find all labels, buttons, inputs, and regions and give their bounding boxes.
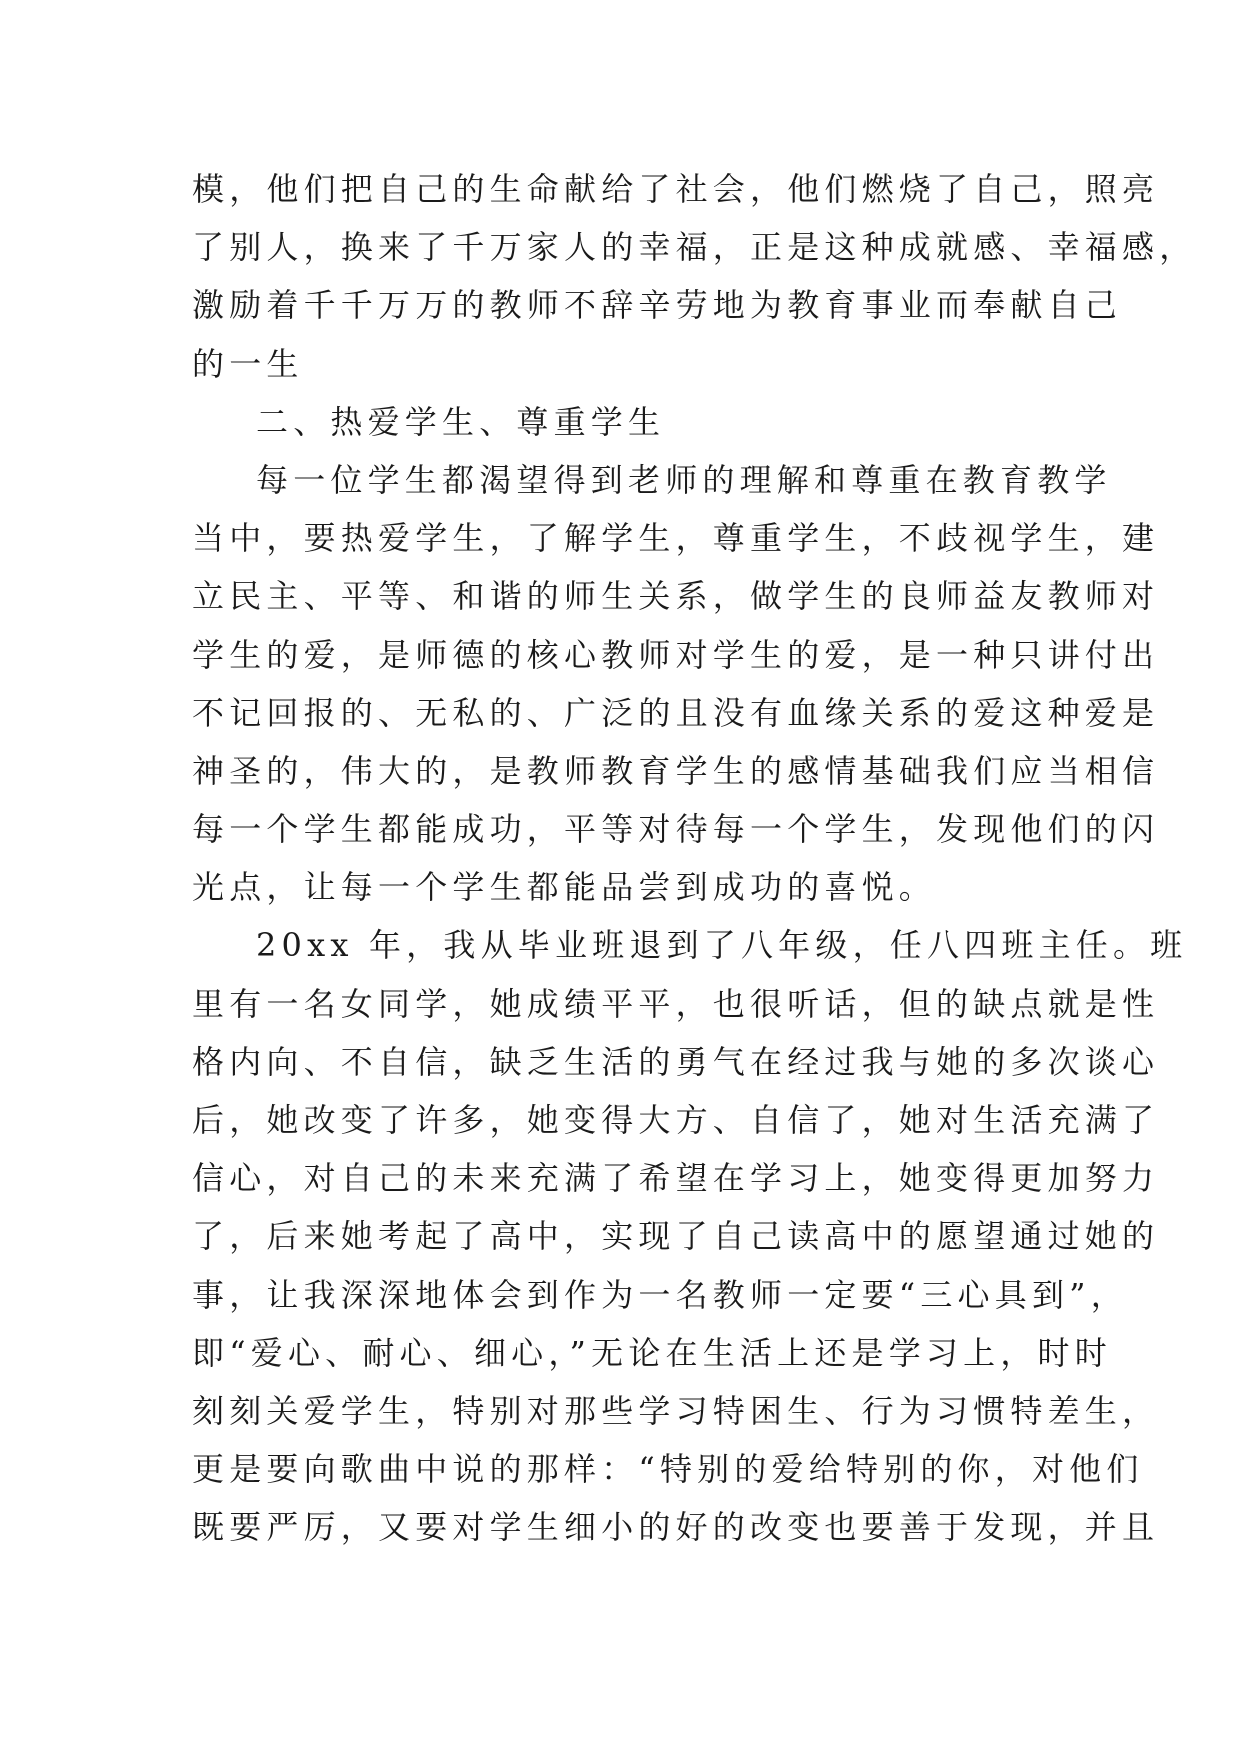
text-line: 光点，让每一个学生都能品尝到成功的喜悦。 bbox=[192, 868, 937, 907]
text-line: 了别人，换来了千万家人的幸福，正是这种成就感、幸福感， bbox=[192, 228, 1197, 267]
text-line: 了，后来她考起了高中，实现了自己读高中的愿望通过她的 bbox=[192, 1217, 1160, 1256]
text-line: 事，让我深深地体会到作为一名教师一定要“三心具到”， bbox=[192, 1275, 1128, 1314]
text-line: 学生的爱，是师德的核心教师对学生的爱，是一种只讲付出 bbox=[192, 635, 1160, 674]
text-line: 每一个学生都能成功，平等对待每一个学生，发现他们的闪 bbox=[192, 810, 1160, 849]
text-line: 不记回报的、无私的、广泛的且没有血缘关系的爱这种爱是 bbox=[192, 693, 1160, 732]
text-line: 当中，要热爱学生，了解学生，尊重学生，不歧视学生，建 bbox=[192, 519, 1160, 558]
text-line: 后，她改变了许多，她变得大方、自信了，她对生活充满了 bbox=[192, 1101, 1160, 1139]
text-line: 里有一名女同学，她成绩平平，也很听话，但的缺点就是性 bbox=[192, 984, 1160, 1023]
text-line: 激励着千千万万的教师不辞辛劳地为教育事业而奉献自己 bbox=[192, 286, 1123, 325]
text-line: 更是要向歌曲中说的那样：“特别的爱给特别的你，对他们 bbox=[192, 1450, 1144, 1489]
text-line: 既要严厉，又要对学生细小的好的改变也要善于发现，并且 bbox=[192, 1508, 1160, 1547]
text-line: 格内向、不自信，缺乏生活的勇气在经过我与她的多次谈心 bbox=[192, 1042, 1160, 1081]
text-line: 信心，对自己的未来充满了希望在学习上，她变得更加努力 bbox=[192, 1159, 1160, 1198]
text-line: 神圣的，伟大的，是教师教育学生的感情基础我们应当相信 bbox=[192, 751, 1160, 790]
text-line: 模，他们把自己的生命献给了社会，他们燃烧了自己，照亮 bbox=[192, 170, 1160, 208]
text-line: 每一位学生都渴望得到老师的理解和尊重在教育教学 bbox=[256, 460, 1112, 499]
text-line: 立民主、平等、和谐的师生关系，做学生的良师益友教师对 bbox=[192, 577, 1160, 616]
body-text bbox=[192, 160, 1197, 1557]
text-line: 刻刻关爱学生，特别对那些学习特困生、行为习惯特差生， bbox=[192, 1391, 1160, 1430]
text-line: 20xx 年，我从毕业班退到了八年级，任八四班主任。班 bbox=[256, 926, 1188, 965]
text-line: 即“爱心、耐心、细心，”无论在生活上还是学习上，时时 bbox=[192, 1333, 1112, 1372]
text-line: 的一生 bbox=[192, 344, 304, 383]
section-heading: 二、热爱学生、尊重学生 bbox=[256, 402, 666, 441]
